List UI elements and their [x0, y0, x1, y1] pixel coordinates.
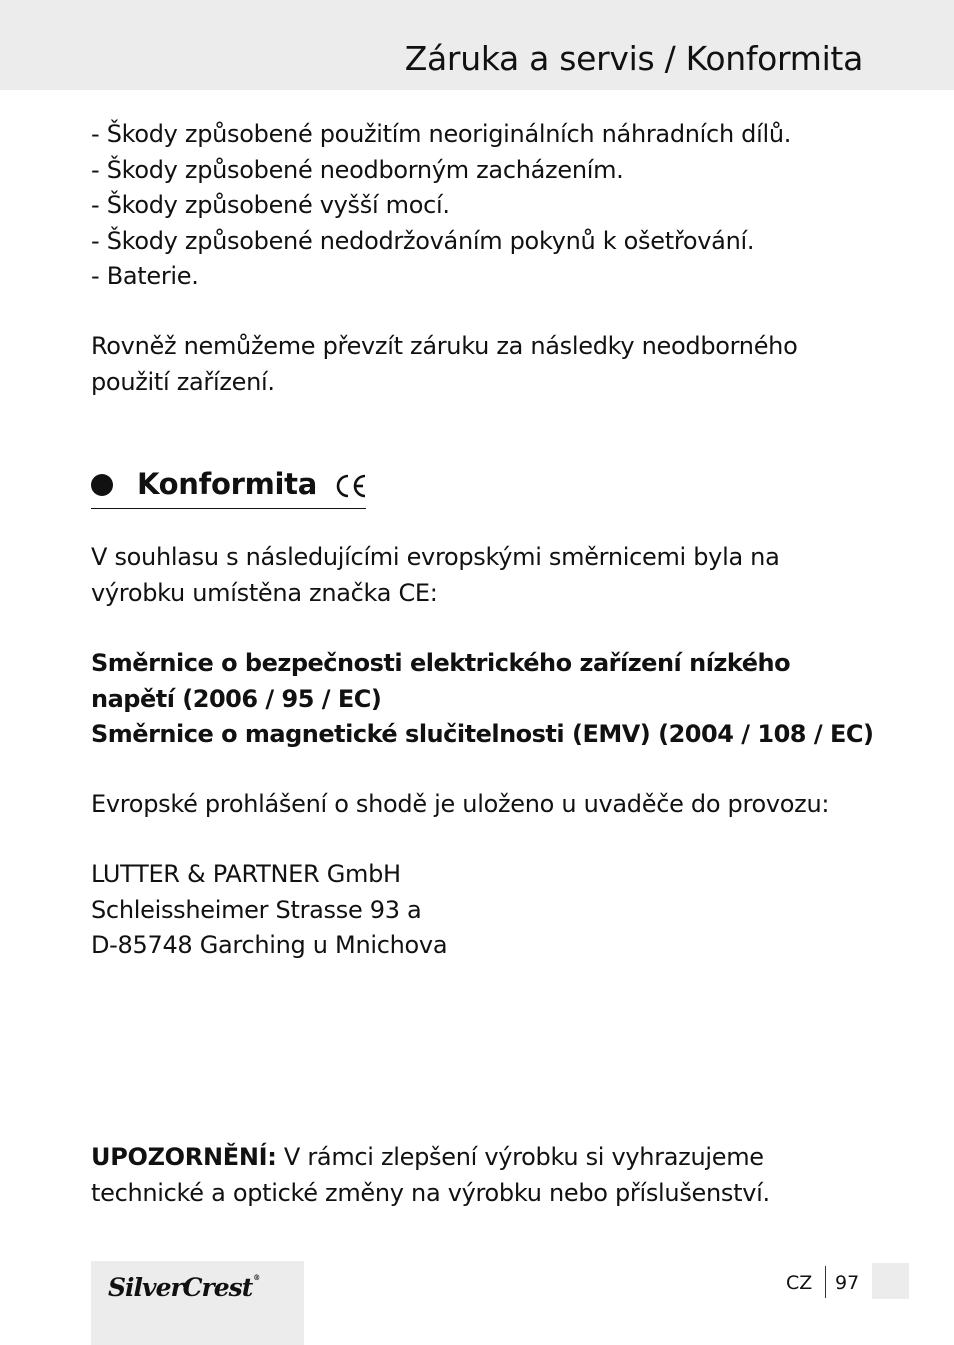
registered-mark: ® — [253, 1273, 260, 1282]
bullet-dot-icon — [91, 474, 113, 496]
liability-paragraph: Rovněž nemůžeme převzít záruku za následky neodborného použití zařízení. — [91, 332, 798, 396]
address-line: LUTTER & PARTNER GmbH — [91, 860, 401, 888]
footer-divider — [825, 1266, 826, 1298]
directive-line: Směrnice o magnetické slučitelnosti (EMV) (2004 / 108 / EC) — [91, 720, 874, 748]
brand-logo-box — [91, 1261, 304, 1345]
section-heading — [91, 466, 366, 509]
notice-label: UPOZORNĚNÍ: — [91, 1143, 277, 1171]
address-block — [91, 857, 871, 964]
directives-list — [91, 646, 874, 753]
list-item: - Škody způsobené vyšší mocí. — [91, 191, 450, 219]
ce-mark-icon — [334, 473, 368, 499]
address-line: D-85748 Garching u Mnichova — [91, 931, 448, 959]
list-item: - Škody způsobené použitím neoriginálních náhradních dílů. — [91, 120, 792, 148]
page-number: 97 — [835, 1272, 860, 1294]
language-code: CZ — [786, 1272, 813, 1294]
page-title: Záruka a servis / Konformita — [404, 39, 863, 78]
address-line: Schleissheimer Strasse 93 a — [91, 895, 422, 924]
brand-logo — [108, 1273, 259, 1302]
notice-paragraph — [91, 1140, 871, 1211]
footer-tab-marker — [872, 1263, 909, 1299]
list-item: - Škody způsobené neodborným zacházením. — [91, 155, 624, 184]
list-item: - Škody způsobené nedodržováním pokynů k ošetřování. — [91, 226, 755, 255]
directive-line: Směrnice o bezpečnosti elektrického zařízení nízkého — [91, 649, 791, 677]
directive-line: napětí (2006 / 95 / EC) — [91, 684, 382, 713]
notice-text: V rámci zlepšení výrobku si vyhrazujeme technické a optické změny na výrobku nebo příslušenství. — [91, 1143, 770, 1207]
declaration-paragraph: Evropské prohlášení o shodě je uloženo u uvaděče do provozu: — [91, 790, 830, 818]
exclusion-list — [91, 117, 871, 295]
ce-paragraph: V souhlasu s následujícími evropskými směrnicemi byla na výrobku umístěna značka CE: — [91, 543, 780, 607]
section-heading-text: Konformita — [137, 467, 317, 501]
brand-name: SilverCrest — [108, 1273, 253, 1302]
list-item: - Baterie. — [91, 262, 199, 290]
